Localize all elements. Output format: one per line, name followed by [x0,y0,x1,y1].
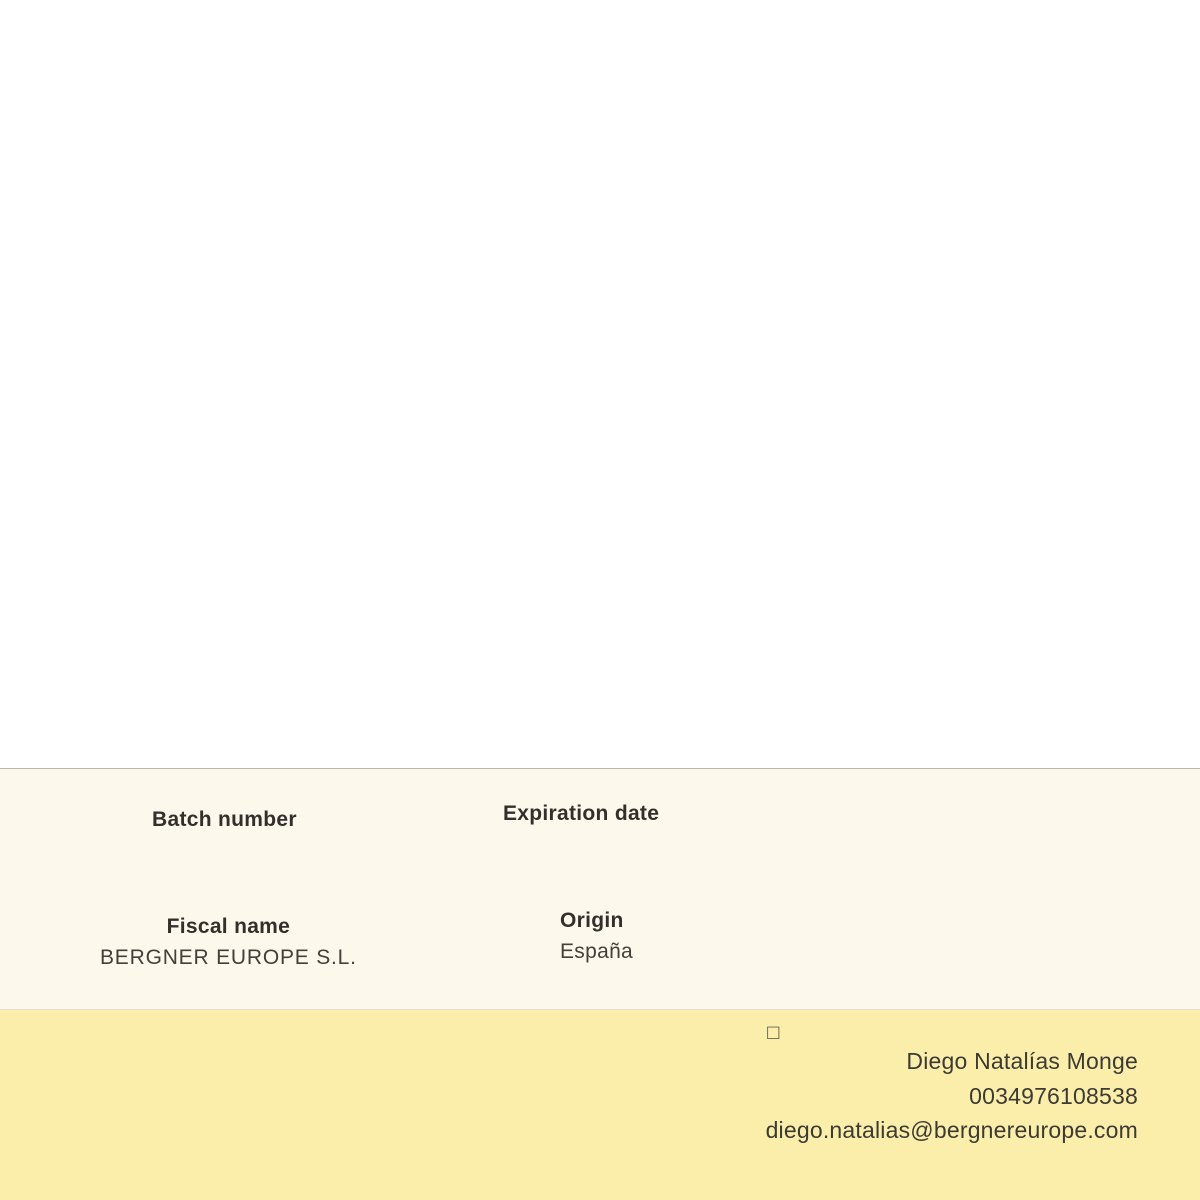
field-batch-number [152,807,297,837]
field-expiration-date [503,801,659,831]
field-fiscal-name [100,914,357,973]
field-value-origin: España [560,940,634,964]
contact-block [766,1024,1138,1148]
contact-phone[interactable]: 0034976108538 [969,1082,1138,1109]
field-label-fiscal-name: Fiscal name [166,915,291,938]
field-label-origin: Origin [560,909,624,932]
field-label-expiration-date: Expiration date [503,802,660,825]
contact-name: Diego Natalías Monge [906,1048,1138,1074]
contact-footer [0,1010,1200,1200]
product-info-panel [0,768,1200,1010]
field-value-fiscal-name: BERGNER EUROPE S.L. [100,946,357,970]
field-origin [560,908,633,967]
user-icon: ☐ [765,1024,781,1043]
contact-email[interactable]: diego.natalias@bergnereurope.com [765,1117,1138,1143]
field-label-batch-number: Batch number [152,808,297,831]
